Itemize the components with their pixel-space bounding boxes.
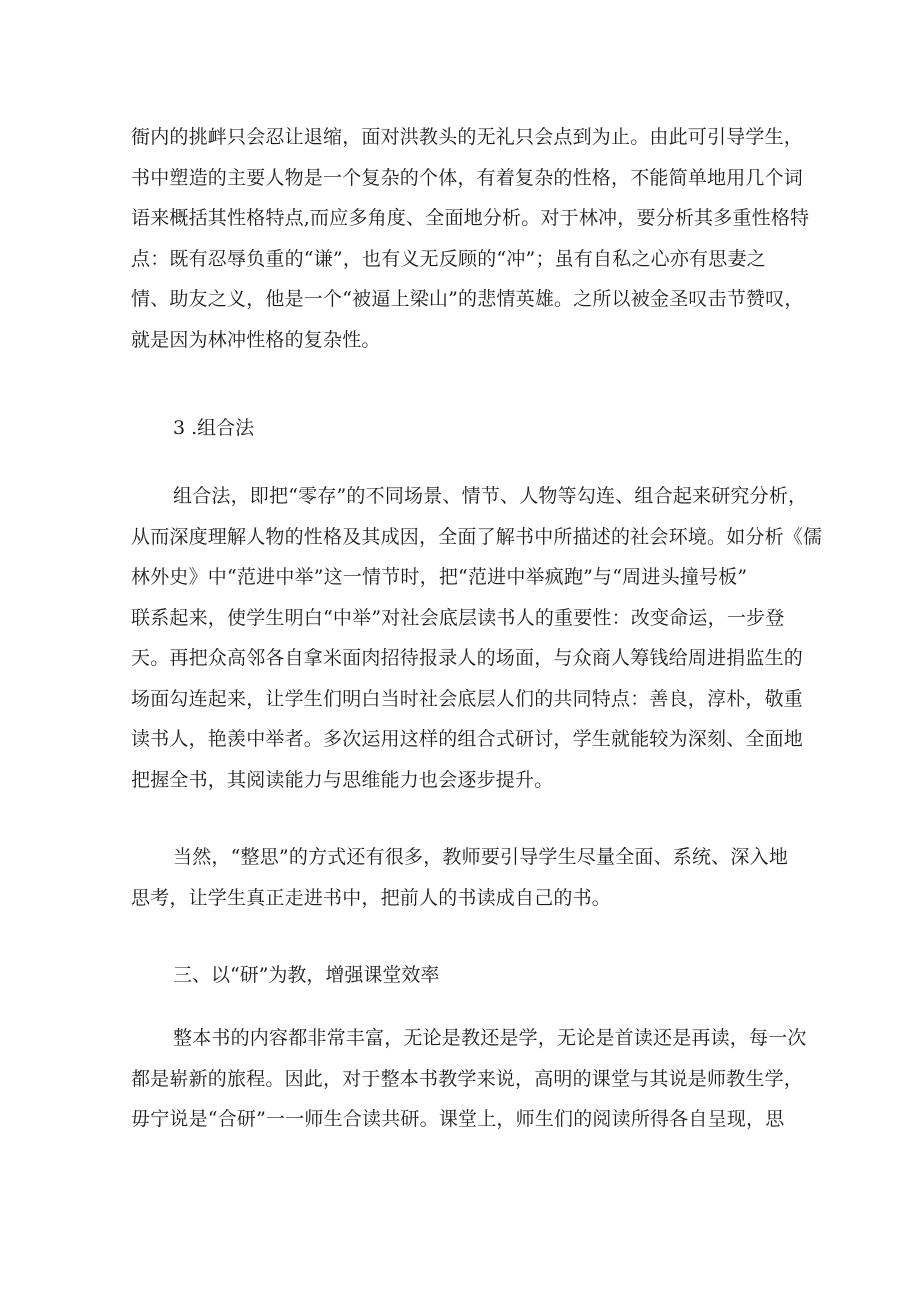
paragraph-whole-thinking	[131, 837, 801, 918]
text-line: 就是因为林冲性格的复杂性。	[131, 328, 381, 351]
text-line: 把握全书，其阅读能力与思维能力也会逐步提升。	[131, 768, 554, 791]
text-line: 思考，让学生真正走进书中，把前人的书读成自己的书。	[131, 886, 612, 909]
section-heading-combination-method: 3 .组合法	[173, 417, 255, 439]
text-line: 整本书的内容都非常丰富，无论是教还是学，无论是首读还是再读，每一次	[173, 1027, 807, 1049]
text-line: 当然，“整思”的方式还有很多，教师要引导学生尽量全面、系统、深入地	[173, 846, 789, 868]
text-line: 场面勾连起来，让学生们明白当时社会底层人们的共同特点：善良，淳朴，敬重	[131, 687, 804, 710]
text-line: 读书人，艳羡中举者。多次运用这样的组合式研讨，学生就能较为深刻、全面地	[131, 728, 804, 750]
text-line: 天。再把众高邻各自拿米面肉招待报录人的场面，与众商人筹钱给周进捐监生的	[131, 647, 804, 669]
text-line: 书中塑造的主要人物是一个复杂的个体，有着复杂的性格，不能简单地用几个词	[131, 166, 804, 189]
section-heading-research-teaching: 三、以“研”为教，增强课堂效率	[173, 964, 440, 986]
text-line: 都是崭新的旅程。因此，对于整本书教学来说，高明的课堂与其说是师教生学，	[131, 1067, 804, 1090]
text-line: 毋宁说是“合研”一一师生合读共研。课堂上，师生们的阅读所得各自呈现，思	[131, 1108, 785, 1130]
text-line: 组合法，即把“零存”的不同场景、情节、人物等勾连、组合起来研究分析，	[173, 485, 808, 507]
text-line: 情、助友之义，他是一个“被逼上梁山”的悲情英雄。之所以被金圣叹击节赞叹，	[131, 288, 804, 310]
text-line: 从而深度理解人物的性格及其成因，全面了解书中所描述的社会环境。如分析《儒	[131, 525, 823, 548]
text-line: 联系起来，使学生明白“中举”对社会底层读书人的重要性：改变命运，一步登	[131, 606, 785, 629]
text-line: 林外史》中“范进中举”这一情节时，把“范进中举疯跑”与“周进头撞号板”	[131, 566, 748, 588]
text-line: 点：既有忍辱负重的“谦”，也有义无反顾的“冲”；虽有自私之心亦有思妻之	[131, 247, 766, 270]
paragraph-classroom-research	[131, 1018, 807, 1140]
text-line: 衙内的挑衅只会忍让退缩，面对洪教头的无礼只会点到为止。由此可引导学生，	[131, 126, 804, 148]
paragraph-combination-method	[131, 476, 823, 800]
text-line: 语来概括其性格特点,而应多角度、全面地分析。对于林冲，要分析其多重性格特	[131, 207, 810, 229]
paragraph-lin-chong-analysis	[131, 117, 810, 360]
